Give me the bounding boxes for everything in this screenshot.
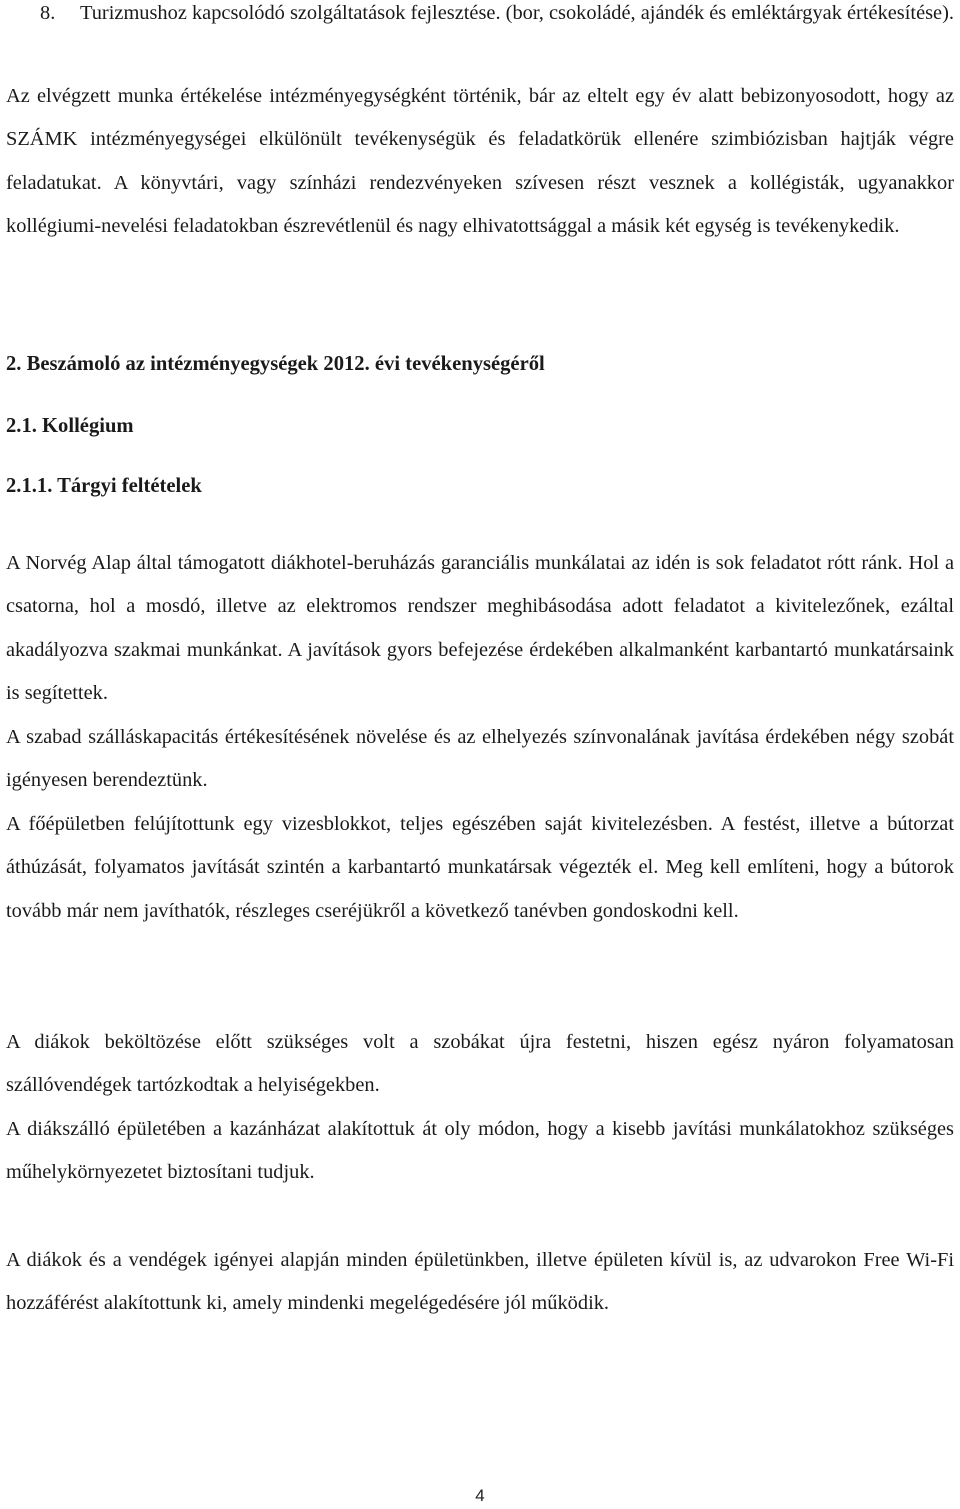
paragraph-painting: A diákok beköltözése előtt szükséges volt a szobákat újra festetni, hiszen egész nyáron folyamatosan szállóvendégek tartózkodtak a helyiségekben. — [6, 1031, 954, 1097]
section-heading-2-1-1: 2.1.1. Tárgyi feltételek — [6, 475, 202, 497]
list-number: 8. — [40, 2, 56, 24]
paragraph-norway-fund: A Norvég Alap által támogatott diákhotel-beruházás garanciális munkálatai az idén is sok feladatot rótt ránk. Hol a csatorna, hol a mosdó, illetve az elektromos rendszer meghibásodása adott feladatot a kivitelezőnek, ezáltal akadályozva szakmai munkánkat. A javítások gyors befejezése érdekében alkalmanként karbantartó munkatársaink is segítettek. — [6, 552, 954, 705]
paragraph-wifi: A diákok és a vendégek igényei alapján minden épületünkben, illetve épületen kívül is, az udvarokon Free Wi-Fi hozzáférést alakítottunk ki, amely mindenki megelégedésére jól működik. — [6, 1249, 954, 1315]
list-item-8 — [6, 0, 954, 35]
page-number: 4 — [475, 1486, 485, 1505]
section-heading-2: 2. Beszámoló az intézményegységek 2012. évi tevékenységéről — [6, 353, 545, 375]
paragraph-evaluation: Az elvégzett munka értékelése intézményegységként történik, bár az eltelt egy év alatt bebizonyosodott, hogy az SZÁMK intézményegységei elkülönült tevékenységük és feladatkörük ellenére szimbiózisban hajtják végre feladatukat. A könyvtári, vagy színházi rendezvényeken szívesen részt vesznek a kollégisták, ugyanakkor kollégiumi-nevelési feladatokban észrevétlenül és nagy elhivatottsággal a másik két egység is tevékenykedik. — [6, 85, 954, 238]
paragraph-boiler-room: A diákszálló épületében a kazánházat alakítottuk át oly módon, hogy a kisebb javítási munkálatokhoz szükséges műhelykörnyezetet biztosítani tudjuk. — [6, 1118, 954, 1184]
section-heading-2-1: 2.1. Kollégium — [6, 415, 134, 437]
paragraph-main-building: A főépületben felújítottunk egy vizesblokkot, teljes egészében saját kivitelezésben. A festést, illetve a bútorzat áthúzását, folyamatos javítását szintén a karbantartó munkatársak végezték el. Meg kell említeni, hogy a bútorok tovább már nem javíthatók, részleges cseréjükről a következő tanévben gondoskodni kell. — [6, 813, 954, 922]
paragraph-capacity: A szabad szálláskapacitás értékesítésének növelése és az elhelyezés színvonalának javítása érdekében négy szobát igényesen berendeztünk. — [6, 726, 954, 792]
list-item-text: Turizmushoz kapcsolódó szolgáltatások fejlesztése. (bor, csokoládé, ajándék és emléktárgyak értékesítése). — [80, 2, 954, 24]
